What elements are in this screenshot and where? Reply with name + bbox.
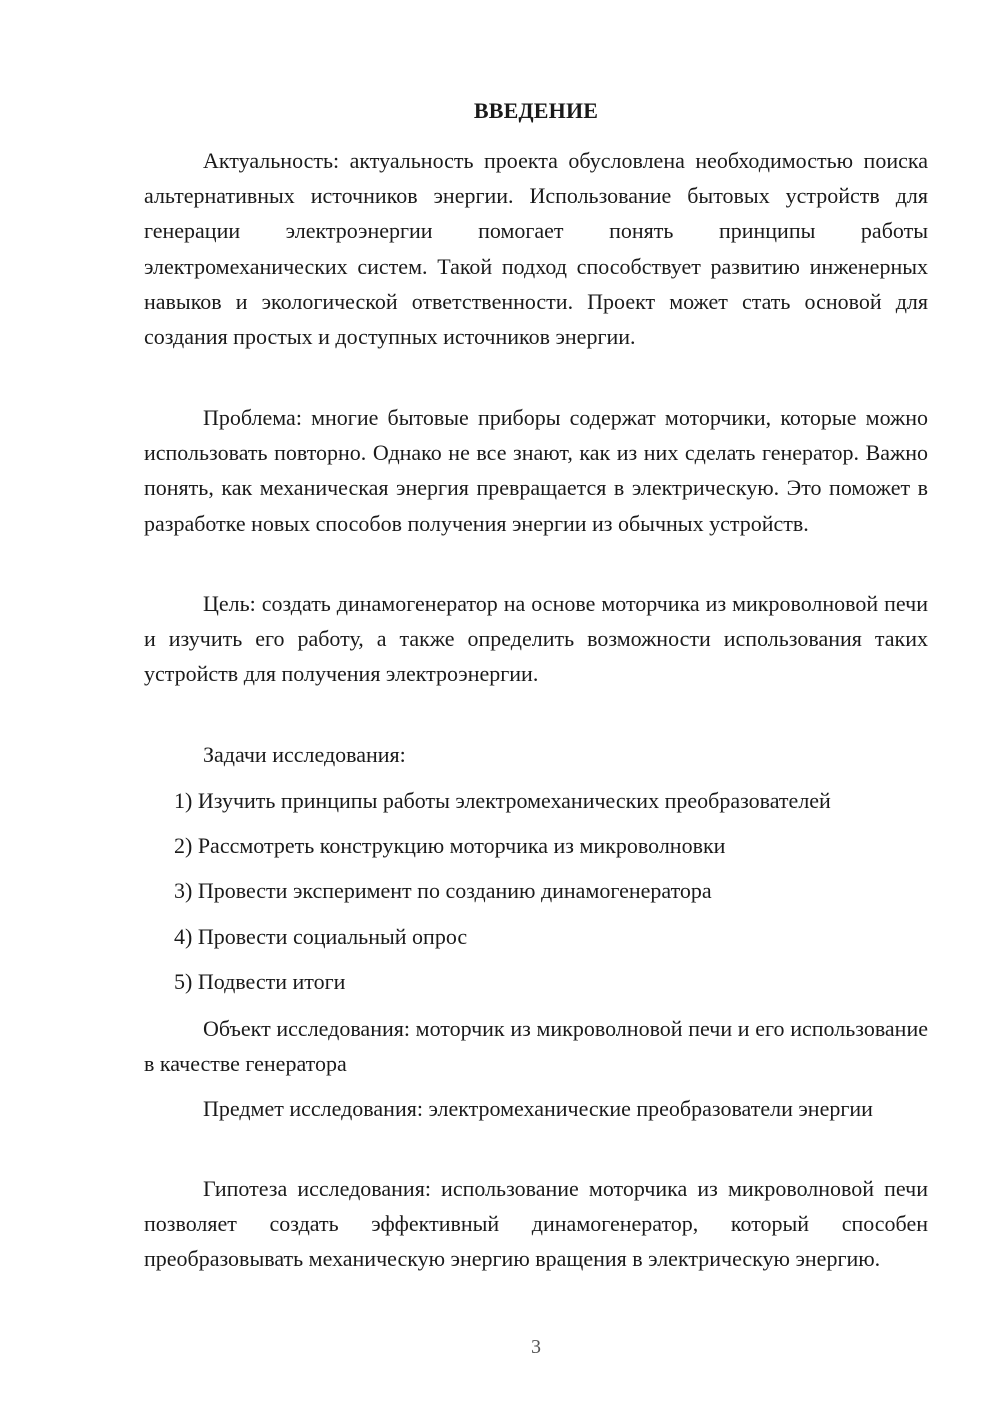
task-item: 4) Провести социальный опрос [174, 924, 468, 949]
tasks-heading: Задачи исследования: [203, 742, 406, 767]
object-paragraph: Объект исследования: моторчик из микроволновой печи и его использование в качестве генератора [144, 1016, 928, 1077]
task-item: 3) Провести эксперимент по созданию динамогенератора [174, 878, 712, 903]
relevance-paragraph: Актуальность: актуальность проекта обусловлена необходимостью поиска альтернативных источников энергии. Использование бытовых устройств для генерации электроэнергии помогает понять принципы работы электромеханических систем. Такой подход способствует развитию инженерных навыков и экологической ответственности. Проект может стать основой для создания простых и доступных источников энергии. [144, 148, 928, 350]
problem-paragraph: Проблема: многие бытовые приборы содержат моторчики, которые можно использовать повторно. Однако не все знают, как из них сделать генератор. Важно понять, как механическая энергия превращается в электрическую. Это поможет в разработке новых способов получения энергии из обычных устройств. [144, 405, 928, 536]
task-item: 1) Изучить принципы работы электромеханических преобразователей [174, 788, 831, 813]
hypothesis-paragraph: Гипотеза исследования: использование моторчика из микроволновой печи позволяет создать эффективный динамогенератор, который способен преобразовывать механическую энергию вращения в электрическую энергию. [144, 1176, 928, 1272]
task-item: 5) Подвести итоги [174, 969, 346, 994]
goal-paragraph: Цель: создать динамогенератор на основе моторчика из микроволновой печи и изучить его работу, а также определить возможности использования таких устройств для получения электроэнергии. [144, 591, 928, 687]
page-title: ВВЕДЕНИЕ [473, 98, 599, 123]
task-item: 2) Рассмотреть конструкцию моторчика из микроволновки [174, 833, 726, 858]
page-number: 3 [531, 1336, 541, 1358]
subject-paragraph: Предмет исследования: электромеханические преобразователи энергии [203, 1096, 873, 1121]
